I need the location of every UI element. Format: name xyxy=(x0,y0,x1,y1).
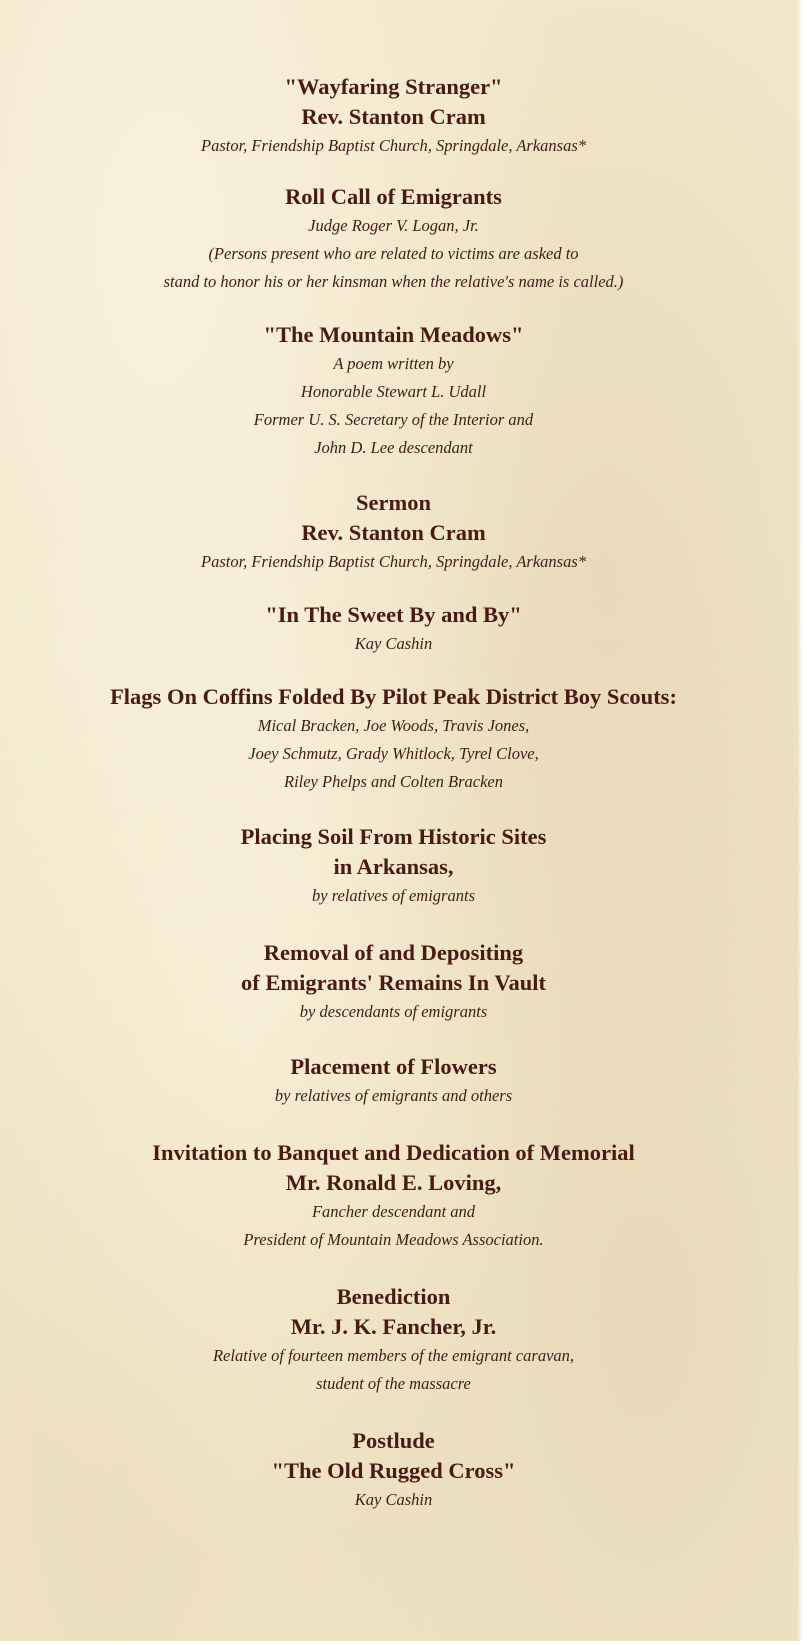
section-title: Invitation to Banquet and Dedication of Memorial xyxy=(152,1140,635,1165)
section-line: Former U. S. Secretary of the Interior and xyxy=(253,410,534,429)
section-line: Pastor, Friendship Baptist Church, Springdale, Arkansas* xyxy=(200,136,586,155)
section-title: of Emigrants' Remains In Vault xyxy=(240,970,547,995)
section-benediction xyxy=(0,1282,787,1398)
section-title: Mr. Ronald E. Loving, xyxy=(285,1170,502,1195)
section-line: by descendants of emigrants xyxy=(299,1002,488,1021)
section-line: Honorable Stewart L. Udall xyxy=(300,382,487,401)
section-line: by relatives of emigrants xyxy=(312,886,475,905)
section-flags-on-coffins xyxy=(0,682,787,796)
section-title: "The Mountain Meadows" xyxy=(263,322,524,347)
section-title: Placing Soil From Historic Sites xyxy=(240,824,547,849)
section-wayfaring-stranger xyxy=(0,72,787,160)
section-line: Relative of fourteen members of the emigrant caravan, xyxy=(212,1346,575,1365)
section-line: Fancher descendant and xyxy=(311,1202,476,1221)
section-title: Mr. J. K. Fancher, Jr. xyxy=(290,1314,497,1339)
section-line: John D. Lee descendant xyxy=(314,438,473,457)
section-line: Kay Cashin xyxy=(354,1490,433,1509)
section-title: in Arkansas, xyxy=(333,854,454,879)
section-placement-of-flowers xyxy=(0,1052,787,1110)
section-title: Benediction xyxy=(336,1284,451,1309)
section-removal-of-remains xyxy=(0,938,787,1026)
section-line: Pastor, Friendship Baptist Church, Springdale, Arkansas* xyxy=(200,552,586,571)
section-line: Joey Schmutz, Grady Whitlock, Tyrel Clove, xyxy=(248,744,539,763)
program-list xyxy=(0,72,787,1514)
section-line: A poem written by xyxy=(333,354,454,373)
section-roll-call xyxy=(0,182,787,296)
section-mountain-meadows-poem xyxy=(0,320,787,462)
section-sweet-by-and-by xyxy=(0,600,787,658)
scan-bottom-edge xyxy=(0,1641,807,1645)
section-line: Riley Phelps and Colten Bracken xyxy=(283,772,504,791)
section-title: Rev. Stanton Cram xyxy=(301,520,486,545)
section-title: Sermon xyxy=(356,490,431,515)
section-line: Kay Cashin xyxy=(354,634,433,653)
section-title: "The Old Rugged Cross" xyxy=(271,1458,516,1483)
section-title: Removal of and Depositing xyxy=(263,940,524,965)
section-line: Judge Roger V. Logan, Jr. xyxy=(308,216,479,235)
section-title: Postlude xyxy=(352,1428,435,1453)
section-line: by relatives of emigrants and others xyxy=(274,1086,513,1105)
section-title: Flags On Coffins Folded By Pilot Peak District Boy Scouts: xyxy=(110,684,677,709)
section-title: Placement of Flowers xyxy=(290,1054,497,1079)
section-sermon xyxy=(0,488,787,576)
section-line: student of the massacre xyxy=(316,1374,471,1393)
section-invitation-to-banquet xyxy=(0,1138,787,1254)
section-placing-soil xyxy=(0,822,787,910)
section-postlude xyxy=(0,1426,787,1514)
scan-right-edge xyxy=(797,0,807,1645)
section-title: "Wayfaring Stranger" xyxy=(284,74,503,99)
section-line: Mical Bracken, Joe Woods, Travis Jones, xyxy=(257,716,530,735)
section-title: Rev. Stanton Cram xyxy=(301,104,486,129)
section-title: "In The Sweet By and By" xyxy=(265,602,522,627)
section-line: stand to honor his or her kinsman when the relative's name is called.) xyxy=(163,272,624,291)
section-line: (Persons present who are related to victims are asked to xyxy=(208,244,579,263)
section-title: Roll Call of Emigrants xyxy=(285,184,502,209)
section-line: President of Mountain Meadows Association. xyxy=(243,1230,544,1249)
